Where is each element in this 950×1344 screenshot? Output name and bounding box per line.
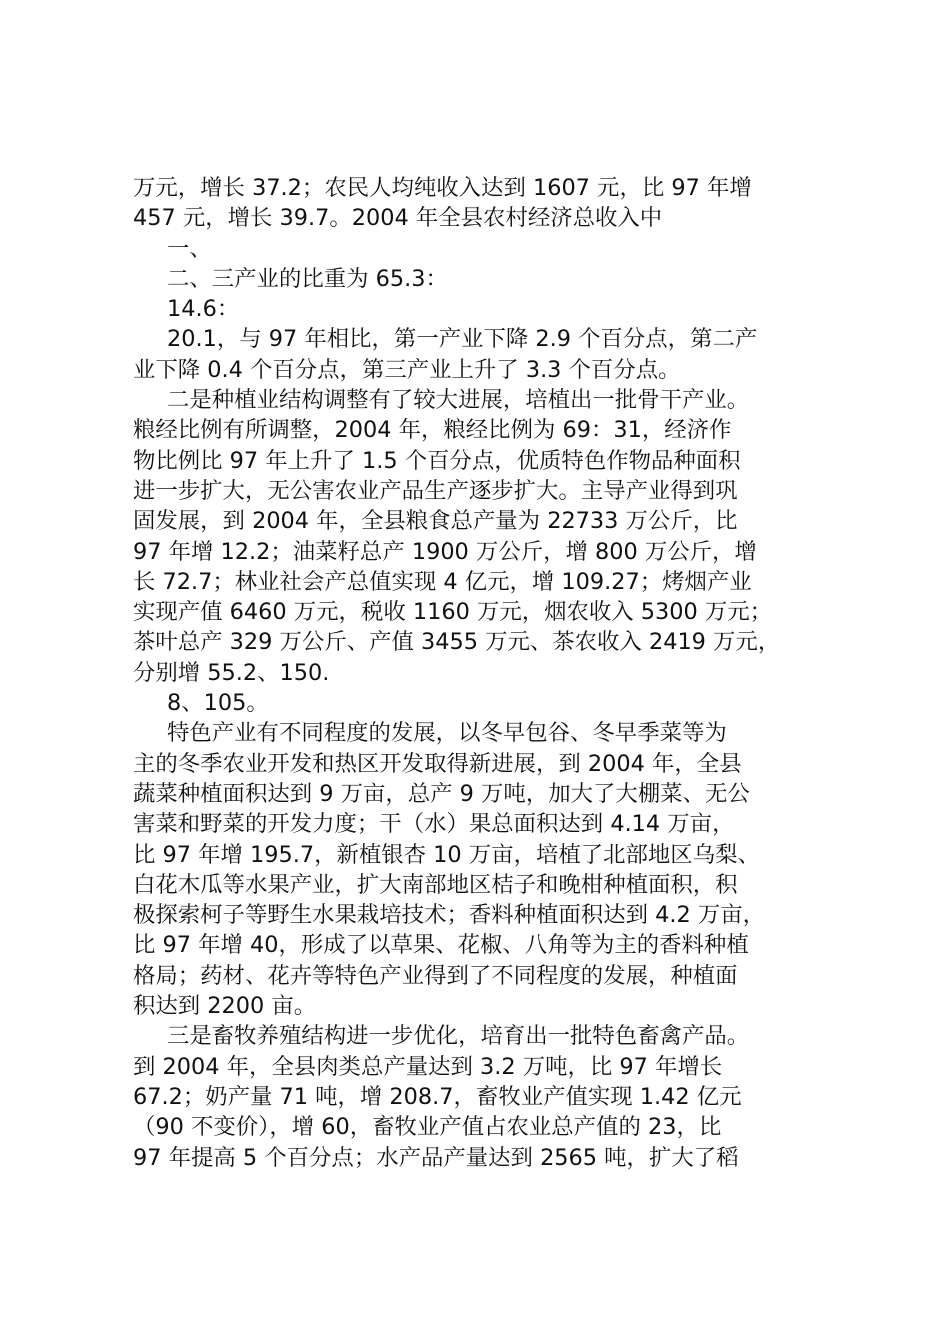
text-line: 一、 <box>167 235 212 262</box>
text-line: 二是种植业结构调整有了较大进展，培植出一批骨干产业。 <box>167 387 750 414</box>
text-line: 蔬菜种植面积达到 9 万亩，总产 9 万吨，加大了大棚菜、无公 <box>133 780 750 807</box>
text-line: 比 97 年增 195.7，新植银杏 10 万亩，培植了北部地区乌梨、 <box>133 841 760 868</box>
text-line: 白花木瓜等水果产业，扩大南部地区桔子和晚柑种植面积，积 <box>133 871 738 898</box>
text-line: 14.6： <box>167 296 240 323</box>
text-line: 物比例比 97 年上升了 1.5 个百分点，优质特色作物品种面积 <box>133 447 741 474</box>
text-line: 20.1，与 97 年相比，第一产业下降 2.9 个百分点，第二产 <box>167 326 758 353</box>
text-line: 比 97 年增 40，形成了以草果、花椒、八角等为主的香料种植 <box>133 932 749 959</box>
text-line: 特色产业有不同程度的发展，以冬早包谷、冬早季菜等为 <box>167 720 727 747</box>
text-line: 三是畜牧养殖结构进一步优化，培育出一批特色畜禽产品。 <box>167 1023 750 1050</box>
text-line: 格局；药材、花卉等特色产业得到了不同程度的发展，种植面 <box>133 962 738 989</box>
text-line: 分别增 55.2、150. <box>133 659 330 686</box>
text-line: （90 不变价），增 60，畜牧业产值占农业总产值的 23，比 <box>133 1114 722 1141</box>
text-line: 457 元，增长 39.7。2004 年全县农村经济总收入中 <box>133 205 663 232</box>
body-text <box>133 173 853 1173</box>
text-line: 长 72.7；林业社会产总值实现 4 亿元，增 109.27；烤烟产业 <box>133 568 752 595</box>
text-line: 97 年增 12.2；油菜籽总产 1900 万公斤，增 800 万公斤，增 <box>133 538 757 565</box>
text-line: 害菜和野菜的开发力度；干（水）果总面积达到 4.14 万亩， <box>133 811 735 838</box>
text-line: 积达到 2200 亩。 <box>133 993 317 1020</box>
text-line: 实现产值 6460 万元，税收 1160 万元，烟农收入 5300 万元； <box>133 599 773 626</box>
text-line: 固发展，到 2004 年，全县粮食总产量为 22733 万公斤，比 <box>133 508 738 535</box>
text-line: 业下降 0.4 个百分点，第三产业上升了 3.3 个百分点。 <box>133 356 681 383</box>
text-line: 到 2004 年，全县肉类总产量达到 3.2 万吨，比 97 年增长 <box>133 1053 723 1080</box>
text-line: 万元，增长 37.2；农民人均纯收入达到 1607 元，比 97 年增 <box>133 175 752 201</box>
text-line: 8、105。 <box>167 690 269 717</box>
text-line: 粮经比例有所调整，2004 年，粮经比例为 69：31，经济作 <box>133 417 732 444</box>
text-line: 97 年提高 5 个百分点；水产品产量达到 2565 吨，扩大了稻 <box>133 1144 739 1171</box>
text-line: 进一步扩大，无公害农业产品生产逐步扩大。主导产业得到巩 <box>133 477 738 504</box>
text-line: 67.2；奶产量 71 吨，增 208.7，畜牧业产值实现 1.42 亿元 <box>133 1083 742 1110</box>
text-line: 主的冬季农业开发和热区开发取得新进展，到 2004 年，全县 <box>133 750 742 777</box>
text-line: 极探索柯子等野生水果栽培技术；香料种植面积达到 4.2 万亩， <box>133 902 765 929</box>
text-line: 茶叶总产 329 万公斤、产值 3455 万元、茶农收入 2419 万元， <box>133 629 781 656</box>
text-line: 二、三产业的比重为 65.3： <box>167 265 448 292</box>
